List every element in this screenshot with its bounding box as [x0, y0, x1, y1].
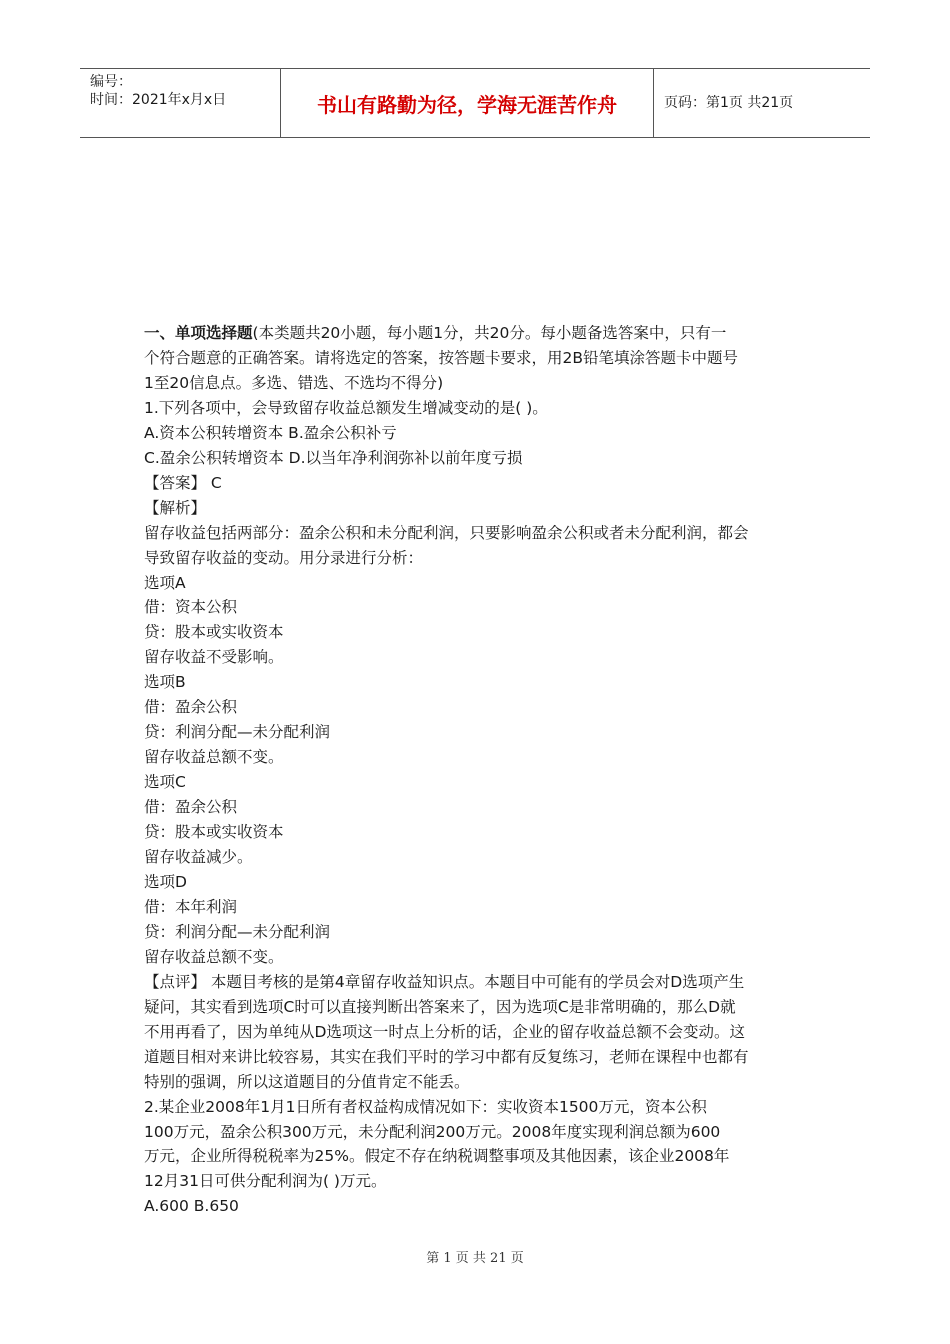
- comment-line: 道题目相对来讲比较容易，其实在我们平时的学习中都有反复练习，老师在课程中也都有: [144, 1047, 749, 1066]
- document-body: [144, 321, 812, 1219]
- body-line: 借：盈余公积: [144, 798, 238, 817]
- question-options: A.600 B.650: [144, 1197, 239, 1216]
- header-page-code: 页码：第1页 共21页: [664, 95, 794, 111]
- body-line: 选项D: [144, 872, 187, 891]
- body-line: 选项A: [144, 573, 186, 592]
- section-title: 一、单项选择题: [144, 324, 253, 342]
- question-text: 12月31日可供分配利润为( )万元。: [144, 1172, 387, 1191]
- comment-line: 特别的强调，所以这道题目的分值肯定不能丢。: [144, 1072, 470, 1091]
- body-line: 留存收益减少。: [144, 848, 253, 867]
- question-text: 1.下列各项中，会导致留存收益总额发生增减变动的是( )。: [144, 398, 548, 417]
- body-line: 留存收益总额不变。: [144, 947, 284, 966]
- header-motto: 书山有路勤为径，学海无涯苦作舟: [317, 93, 617, 117]
- body-line: 留存收益总额不变。: [144, 748, 284, 767]
- header-page-cell: [654, 69, 870, 137]
- body-line: 1至20信息点。多选、错选、不选均不得分): [144, 373, 444, 392]
- body-line: 选项C: [144, 773, 186, 792]
- comment-line: 不用再看了，因为单纯从D选项这一时点上分析的话，企业的留存收益总额不会变动。这: [144, 1022, 745, 1041]
- comment-line: 【点评】 本题目考核的是第4章留存收益知识点。本题目中可能有的学员会对D选项产生: [144, 972, 745, 991]
- body-line: 贷：股本或实收资本: [144, 823, 284, 842]
- body-line: 导致留存收益的变动。用分录进行分析：: [144, 548, 424, 567]
- comment-line: 疑问，其实看到选项C时可以直接判断出答案来了，因为选项C是非常明确的，那么D就: [144, 997, 736, 1016]
- header-meta-cell: [80, 69, 281, 137]
- header-motto-cell: [281, 69, 654, 137]
- body-line: 借：盈余公积: [144, 698, 238, 717]
- document-time-label: 时间：2021年x月x日: [90, 92, 227, 108]
- body-line: 留存收益不受影响。: [144, 648, 284, 667]
- analysis-heading: 【解析】: [144, 498, 207, 517]
- body-line: 选项B: [144, 673, 186, 692]
- body-line: 借：本年利润: [144, 897, 238, 916]
- page-header: [80, 68, 870, 138]
- document-number-label: 编号：: [90, 74, 132, 90]
- body-line: [144, 321, 812, 346]
- body-line: 贷：利润分配—未分配利润: [144, 922, 331, 941]
- body-line: 借：资本公积: [144, 598, 238, 617]
- answer-line: 【答案】 C: [144, 473, 222, 492]
- body-line: 个符合题意的正确答案。请将选定的答案，按答题卡要求，用2B铅笔填涂答题卡中题号: [144, 348, 738, 367]
- section-intro: (本类题共20小题，每小题1分，共20分。每小题备选答案中，只有一: [252, 324, 727, 342]
- body-line: 贷：利润分配—未分配利润: [144, 723, 331, 742]
- body-line: 贷：股本或实收资本: [144, 623, 284, 642]
- question-text: 万元，企业所得税税率为25%。假定不存在纳税调整事项及其他因素，该企业2008年: [144, 1147, 730, 1166]
- page-footer: 第 1 页 共 21 页: [426, 1251, 524, 1266]
- question-options: A.资本公积转增资本 B.盈余公积补亏: [144, 423, 397, 442]
- question-text: 100万元，盈余公积300万元，未分配利润200万元。2008年度实现利润总额为600: [144, 1122, 721, 1141]
- body-line: 留存收益包括两部分：盈余公积和未分配利润，只要影响盈余公积或者未分配利润，都会: [144, 523, 749, 542]
- question-text: 2.某企业2008年1月1日所有者权益构成情况如下：实收资本1500万元，资本公积: [144, 1097, 707, 1116]
- question-options: C.盈余公积转增资本 D.以当年净利润弥补以前年度亏损: [144, 448, 523, 467]
